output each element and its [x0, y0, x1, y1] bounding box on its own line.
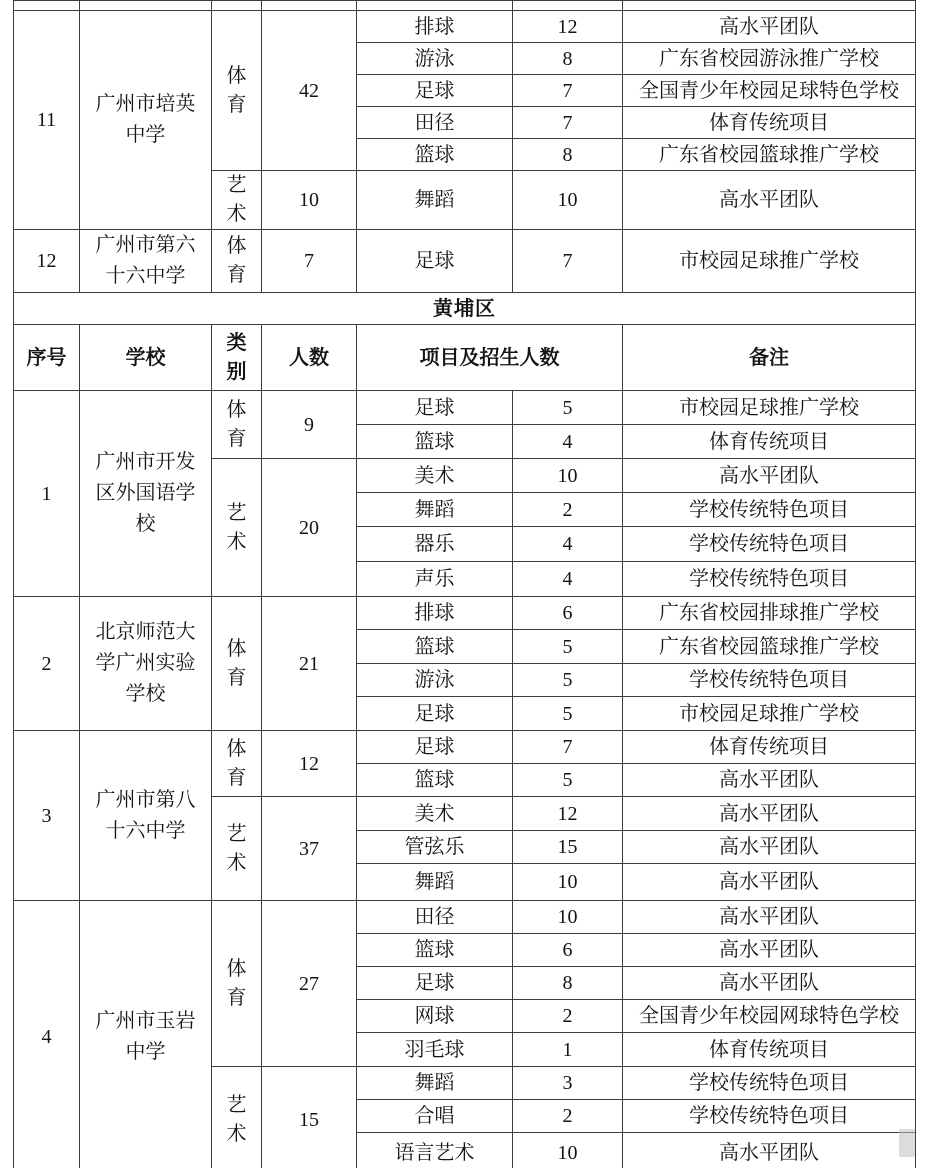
cell-category-count: 7: [262, 230, 357, 293]
cell-category-count: 42: [262, 11, 357, 171]
cell-index: 4: [14, 901, 80, 1168]
category-text: 艺术: [226, 1093, 247, 1145]
category-text: 艺术: [226, 501, 247, 553]
cell-project-count: 2: [513, 493, 623, 527]
cell-index: 3: [14, 731, 80, 901]
cell-remark: 市校园足球推广学校: [623, 391, 916, 425]
cell-project-name: 篮球: [357, 425, 513, 459]
cell-project-count: 5: [513, 697, 623, 731]
cell-project-name: 足球: [357, 391, 513, 425]
cell-category-count: 12: [262, 731, 357, 797]
cell-category-count: 10: [262, 171, 357, 230]
cell-index: 11: [14, 11, 80, 230]
school-name-text: 北京师范大学广州实验学校: [95, 621, 196, 705]
cell-project-name: 篮球: [357, 630, 513, 664]
cell-category: [212, 901, 262, 1067]
row-school-11-start: [14, 11, 916, 43]
cell-project-count: 2: [513, 1000, 623, 1033]
category-text: 体育: [226, 64, 247, 116]
school-name-text: 广州市培英中学: [95, 93, 196, 146]
cell-project-count: 10: [513, 901, 623, 934]
cell-category-count: 9: [262, 391, 357, 459]
cell-project-name: 足球: [357, 967, 513, 1000]
category-text: 艺术: [226, 822, 247, 874]
cell-category: [212, 171, 262, 230]
cell-remark: 高水平团队: [623, 934, 916, 967]
cell-remark: 广东省校园篮球推广学校: [623, 139, 916, 171]
cell-project-name: 羽毛球: [357, 1033, 513, 1067]
admissions-table: [13, 0, 916, 1168]
cell-remark: 高水平团队: [623, 901, 916, 934]
cell-remark: 市校园足球推广学校: [623, 230, 916, 293]
cell-project-count: 6: [513, 934, 623, 967]
cell-stub: [14, 1, 80, 11]
cell-project-count: 10: [513, 864, 623, 901]
cell-stub: [262, 1, 357, 11]
cell-project-name: 舞蹈: [357, 493, 513, 527]
row-school-2-start: [14, 597, 916, 630]
category-text: 体育: [226, 737, 247, 789]
cell-remark: 学校传统特色项目: [623, 562, 916, 597]
cell-school-name: [80, 901, 212, 1168]
cell-project-name: 网球: [357, 1000, 513, 1033]
cell-remark: 体育传统项目: [623, 107, 916, 139]
cell-project-count: 7: [513, 107, 623, 139]
cell-project-count: 6: [513, 597, 623, 630]
cell-school-name: [80, 391, 212, 597]
category-text: 体育: [226, 235, 247, 286]
cell-category: [212, 459, 262, 597]
cell-remark: 全国青少年校园网球特色学校: [623, 1000, 916, 1033]
cell-remark: 体育传统项目: [623, 425, 916, 459]
category-text: 艺术: [226, 174, 247, 225]
cell-project-count: 10: [513, 171, 623, 230]
cell-remark: 广东省校园游泳推广学校: [623, 43, 916, 75]
cell-school-name: [80, 230, 212, 293]
cell-project-name: 舞蹈: [357, 171, 513, 230]
header-school: 学校: [80, 325, 212, 391]
cell-stub: [623, 1, 916, 11]
cell-remark: 学校传统特色项目: [623, 1100, 916, 1133]
cell-project-name: 游泳: [357, 664, 513, 697]
cell-project-name: 足球: [357, 731, 513, 764]
cell-remark: 广东省校园排球推广学校: [623, 597, 916, 630]
cell-project-count: 7: [513, 230, 623, 293]
cell-category: [212, 1067, 262, 1168]
cell-project-name: 排球: [357, 597, 513, 630]
cell-project-count: 2: [513, 1100, 623, 1133]
cell-project-count: 1: [513, 1033, 623, 1067]
cell-remark: 广东省校园篮球推广学校: [623, 630, 916, 664]
cell-remark: 学校传统特色项目: [623, 664, 916, 697]
cell-project-name: 篮球: [357, 934, 513, 967]
cell-remark: 高水平团队: [623, 864, 916, 901]
cell-project-count: 8: [513, 967, 623, 1000]
cell-school-name: [80, 731, 212, 901]
header-project: 项目及招生人数: [357, 325, 623, 391]
cell-project-count: 12: [513, 797, 623, 831]
region-banner: 黄埔区: [14, 293, 916, 325]
cell-project-name: 排球: [357, 11, 513, 43]
cell-index: 1: [14, 391, 80, 597]
cell-index: 2: [14, 597, 80, 731]
cell-project-name: 合唱: [357, 1100, 513, 1133]
cell-remark: 市校园足球推广学校: [623, 697, 916, 731]
row-school-1-start: [14, 391, 916, 425]
cell-project-count: 4: [513, 425, 623, 459]
cell-stub: [513, 1, 623, 11]
cell-project-name: 田径: [357, 107, 513, 139]
cell-project-count: 3: [513, 1067, 623, 1100]
school-name-text: 广州市玉岩中学: [95, 1009, 196, 1063]
row-region-banner: [14, 293, 916, 325]
cell-project-count: 12: [513, 11, 623, 43]
cell-stub: [80, 1, 212, 11]
cell-project-name: 美术: [357, 459, 513, 493]
cell-project-name: 足球: [357, 230, 513, 293]
cell-project-count: 8: [513, 43, 623, 75]
row-header: [14, 325, 916, 391]
cell-category: [212, 597, 262, 731]
cell-remark: 学校传统特色项目: [623, 527, 916, 562]
cell-category: [212, 391, 262, 459]
cell-category-count: 27: [262, 901, 357, 1067]
school-name-text: 广州市第六十六中学: [95, 234, 196, 287]
cell-project-count: 15: [513, 831, 623, 864]
cell-project-name: 足球: [357, 75, 513, 107]
cell-remark: 高水平团队: [623, 171, 916, 230]
cell-project-count: 5: [513, 630, 623, 664]
cell-project-name: 舞蹈: [357, 864, 513, 901]
cell-project-name: 足球: [357, 697, 513, 731]
cell-category: [212, 731, 262, 797]
cell-project-name: 美术: [357, 797, 513, 831]
cell-project-count: 4: [513, 527, 623, 562]
cell-remark: 高水平团队: [623, 11, 916, 43]
cell-category-count: 20: [262, 459, 357, 597]
cell-stub: [357, 1, 513, 11]
cell-index: 12: [14, 230, 80, 293]
cell-category-count: 21: [262, 597, 357, 731]
scan-artifact: [899, 1129, 915, 1157]
cell-remark: 学校传统特色项目: [623, 493, 916, 527]
cell-project-name: 舞蹈: [357, 1067, 513, 1100]
cell-project-name: 篮球: [357, 139, 513, 171]
cell-project-count: 10: [513, 459, 623, 493]
cell-remark: 高水平团队: [623, 797, 916, 831]
cell-project-count: 5: [513, 664, 623, 697]
cell-remark: 学校传统特色项目: [623, 1067, 916, 1100]
cell-stub: [212, 1, 262, 11]
cell-project-count: 10: [513, 1133, 623, 1168]
header-index: 序号: [14, 325, 80, 391]
cell-category: [212, 11, 262, 171]
cell-project-name: 田径: [357, 901, 513, 934]
header-category-text: 类别: [226, 331, 247, 383]
cell-project-count: 5: [513, 391, 623, 425]
header-category: [212, 325, 262, 391]
row-cutoff-stub: [14, 1, 916, 11]
row-school-12: [14, 230, 916, 293]
cell-remark: 全国青少年校园足球特色学校: [623, 75, 916, 107]
school-name-text: 广州市开发区外国语学校: [95, 451, 196, 535]
cell-project-name: 声乐: [357, 562, 513, 597]
category-text: 体育: [226, 957, 247, 1009]
cell-project-name: 器乐: [357, 527, 513, 562]
header-count: 人数: [262, 325, 357, 391]
cell-remark: 高水平团队: [623, 831, 916, 864]
cell-remark: 体育传统项目: [623, 1033, 916, 1067]
row-school-4-start: [14, 901, 916, 934]
cell-remark: 高水平团队: [623, 459, 916, 493]
category-text: 体育: [226, 398, 247, 450]
school-name-text: 广州市第八十六中学: [95, 788, 196, 842]
cell-project-name: 游泳: [357, 43, 513, 75]
cell-category-count: 15: [262, 1067, 357, 1168]
row-school-3-start: [14, 731, 916, 764]
cell-project-count: 4: [513, 562, 623, 597]
cell-project-name: 篮球: [357, 764, 513, 797]
cell-category-count: 37: [262, 797, 357, 901]
category-text: 体育: [226, 637, 247, 689]
cell-school-name: [80, 597, 212, 731]
header-remark: 备注: [623, 325, 916, 391]
cell-project-count: 5: [513, 764, 623, 797]
cell-project-count: 7: [513, 75, 623, 107]
cell-remark: 体育传统项目: [623, 731, 916, 764]
cell-school-name: [80, 11, 212, 230]
cell-remark: 高水平团队: [623, 1133, 916, 1168]
cell-remark: 高水平团队: [623, 967, 916, 1000]
cell-project-name: 语言艺术: [357, 1133, 513, 1168]
cell-category: [212, 230, 262, 293]
cell-project-count: 7: [513, 731, 623, 764]
cell-category: [212, 797, 262, 901]
cell-project-name: 管弦乐: [357, 831, 513, 864]
cell-project-count: 8: [513, 139, 623, 171]
cell-remark: 高水平团队: [623, 764, 916, 797]
